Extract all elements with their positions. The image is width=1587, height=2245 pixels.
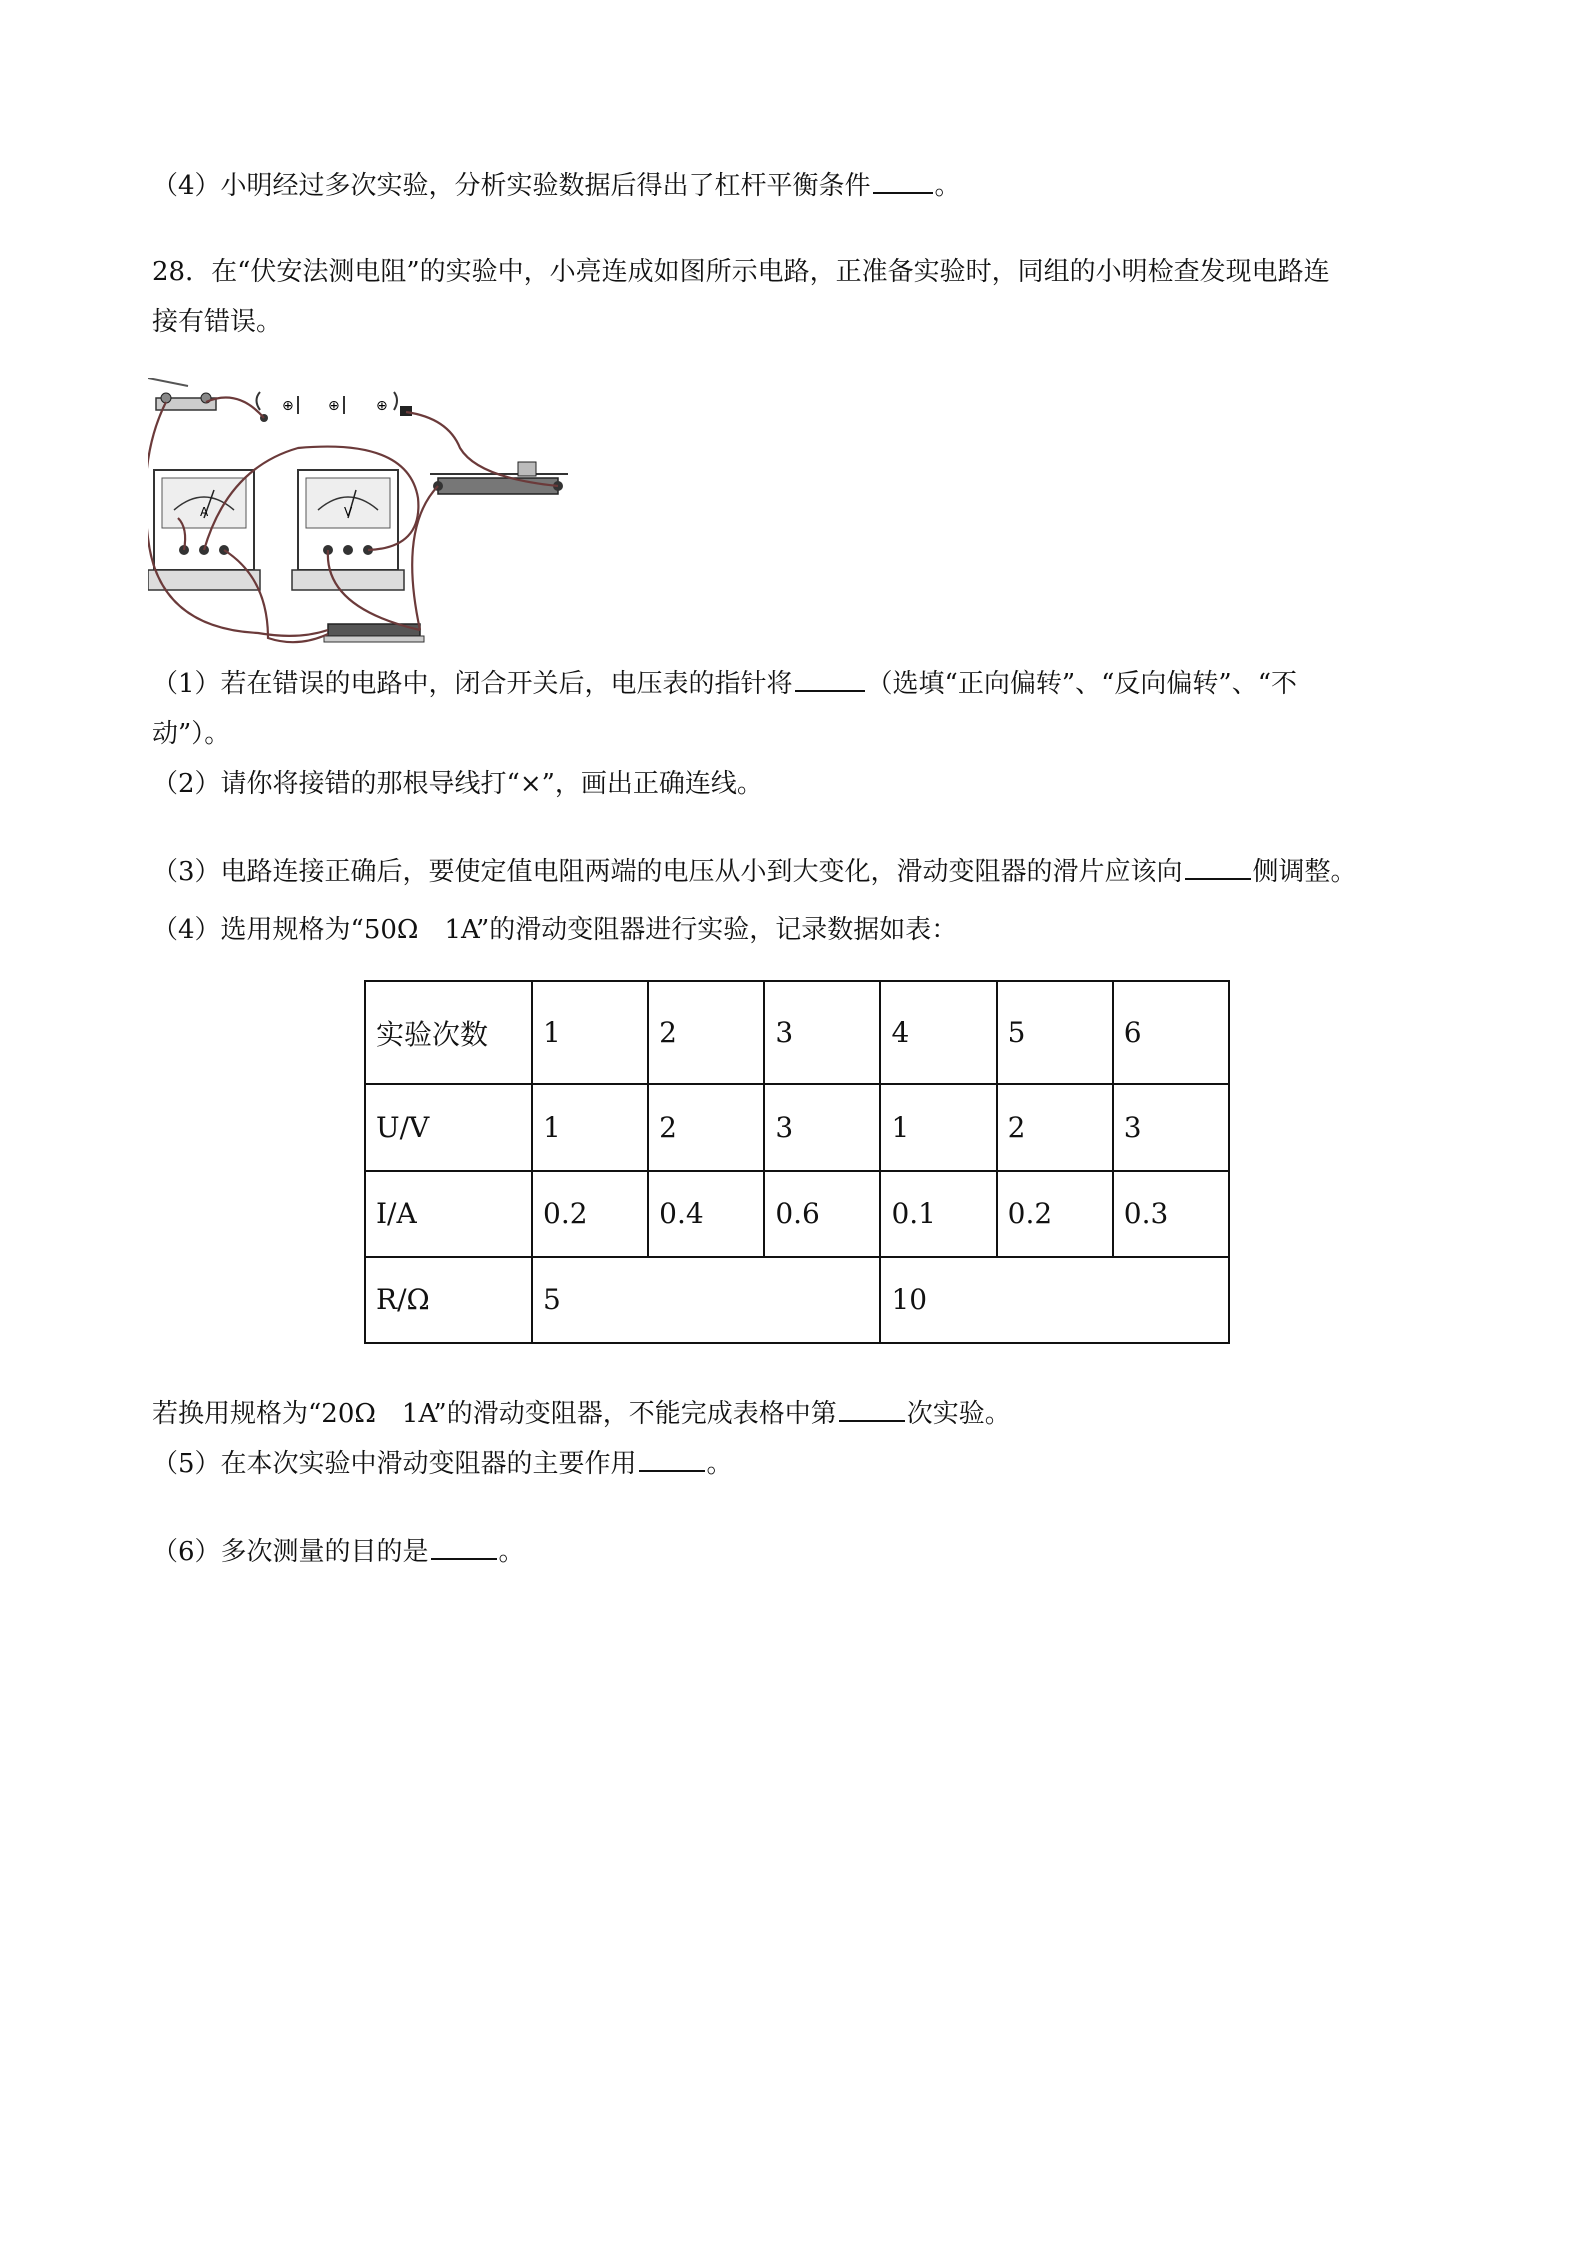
trial-cell: 2 (648, 981, 764, 1084)
voltage-cell: 2 (648, 1084, 764, 1170)
q28-sub2: （2）请你将接错的那根导线打“×”，画出正确连线。 (152, 769, 763, 799)
voltage-cell: 2 (997, 1084, 1113, 1170)
row-label: I/A (365, 1171, 532, 1257)
q28-stem-line2: 接有错误。 (152, 307, 283, 337)
answer-blank[interactable] (839, 1396, 905, 1422)
row-label: U/V (365, 1084, 532, 1170)
ammeter (148, 470, 260, 590)
q28-sub1-options: （选填“正向偏转”、“反向偏转”、“不 (866, 669, 1298, 699)
svg-text:⊕: ⊕ (328, 398, 340, 414)
q28-sub5 (152, 1444, 733, 1484)
trial-cell: 5 (997, 981, 1113, 1084)
current-cell: 0.1 (880, 1171, 996, 1257)
table-row (365, 981, 1229, 1084)
answer-blank[interactable] (795, 666, 865, 692)
sliding-rheostat (430, 462, 568, 494)
q28-stem-line1: 28．在“伏安法测电阻”的实验中，小亮连成如图所示电路，正准备实验时，同组的小明检查发现电路连 (152, 257, 1330, 287)
resistance-cell: 10 (880, 1257, 1229, 1343)
ammeter-label: A (200, 505, 209, 519)
answer-blank[interactable] (639, 1446, 705, 1472)
trial-cell: 1 (532, 981, 648, 1084)
trial-cell: 4 (880, 981, 996, 1084)
trial-cell: 6 (1113, 981, 1229, 1084)
row-label: R/Ω (365, 1257, 532, 1343)
current-cell: 0.6 (764, 1171, 880, 1257)
switch (148, 378, 216, 410)
current-cell: 0.4 (648, 1171, 764, 1257)
svg-text:⊕: ⊕ (376, 398, 388, 414)
voltage-cell: 3 (1113, 1084, 1229, 1170)
answer-blank[interactable] (873, 168, 933, 194)
q28-sub6-end: 。 (498, 1537, 525, 1567)
voltage-cell: 3 (764, 1084, 880, 1170)
q28-sub4: （4）选用规格为“50Ω 1A”的滑动变阻器进行实验，记录数据如表： (152, 915, 958, 945)
circuit-figure (148, 378, 588, 648)
q28-sub1-line2: 动”）。 (152, 719, 231, 749)
q28-sub3 (152, 852, 1357, 892)
battery-terminals (257, 392, 413, 422)
voltmeter (292, 470, 404, 590)
q28-after-table (152, 1394, 1011, 1434)
q27-part4 (152, 166, 961, 206)
row-label: 实验次数 (365, 981, 532, 1084)
answer-blank[interactable] (431, 1534, 497, 1560)
current-cell: 0.2 (997, 1171, 1113, 1257)
q28-sub6-text: （6）多次测量的目的是 (152, 1537, 429, 1567)
svg-text:⊕: ⊕ (282, 398, 294, 414)
q28-sub1-line1 (152, 664, 1297, 704)
q28-sub3-end: 侧调整。 (1252, 857, 1357, 887)
current-cell: 0.2 (532, 1171, 648, 1257)
current-cell: 0.3 (1113, 1171, 1229, 1257)
answer-blank[interactable] (1185, 854, 1251, 880)
resistance-cell: 5 (532, 1257, 880, 1343)
voltage-cell: 1 (532, 1084, 648, 1170)
table-row (365, 1257, 1229, 1343)
q28-sub6 (152, 1532, 525, 1572)
table-row (365, 1084, 1229, 1170)
q28-sub1-text: （1）若在错误的电路中，闭合开关后，电压表的指针将 (152, 669, 793, 699)
q28-after-table-end: 次实验。 (906, 1399, 1011, 1429)
q28-after-table-text: 若换用规格为“20Ω 1A”的滑动变阻器，不能完成表格中第 (152, 1399, 837, 1429)
q27-part4-text: （4）小明经过多次实验，分析实验数据后得出了杠杆平衡条件 (152, 171, 871, 201)
q28-sub5-text: （5）在本次实验中滑动变阻器的主要作用 (152, 1449, 637, 1479)
voltmeter-label: V (344, 505, 353, 519)
q28-sub3-text: （3）电路连接正确后，要使定值电阻两端的电压从小到大变化，滑动变阻器的滑片应该向 (152, 857, 1183, 887)
q27-part4-end: 。 (934, 171, 961, 201)
table-row (365, 1171, 1229, 1257)
data-table (364, 980, 1230, 1344)
q28-sub5-end: 。 (706, 1449, 733, 1479)
voltage-cell: 1 (880, 1084, 996, 1170)
trial-cell: 3 (764, 981, 880, 1084)
